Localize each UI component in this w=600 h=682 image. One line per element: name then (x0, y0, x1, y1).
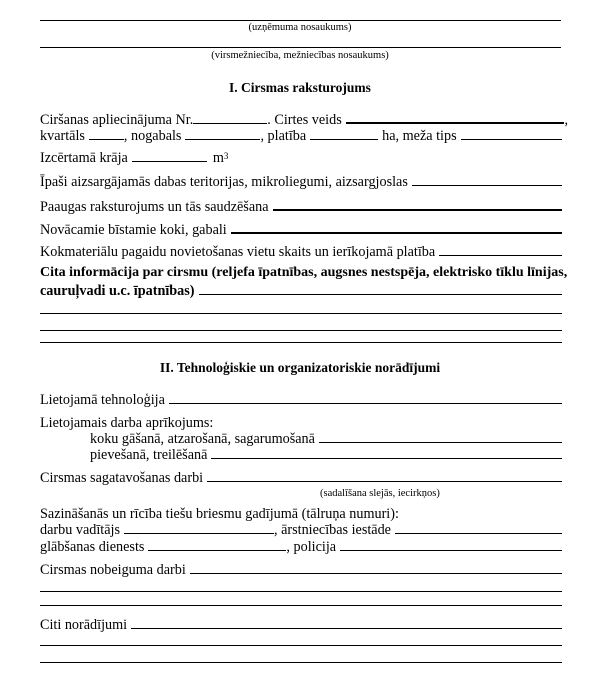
other-info-line-3[interactable] (40, 330, 562, 331)
other-info-field[interactable] (199, 282, 562, 295)
preparation-caption: (sadalīšana slejās, iecirkņos) (320, 488, 440, 499)
other-instructions-line-3[interactable] (40, 662, 562, 663)
undergrowth-label: Paaugas raksturojums un tās saudzēšana (40, 199, 269, 215)
cutting-type-label: . Cirtes veids (267, 112, 342, 128)
quarter-label: kvartāls (40, 128, 85, 144)
other-instructions-label: Citi norādījumi (40, 617, 128, 633)
preparation-label: Cirsmas sagatavošanas darbi (40, 470, 204, 486)
undergrowth-field[interactable] (273, 197, 562, 211)
enterprise-caption: (uzņēmuma nosaukums) (248, 22, 352, 33)
felling-label: koku gāšanā, atzarošanā, sagarumošanā (90, 431, 315, 447)
preparation-row (40, 469, 562, 487)
forestry-caption: (virsmežniecība, mežniecības nosaukums) (211, 50, 389, 61)
volume-label: Izcērtamā krāja (40, 150, 128, 166)
area-field[interactable] (310, 127, 378, 140)
other-info-label-2: cauruļvadi u.c. īpatnības) (40, 283, 195, 299)
volume-unit: m (212, 150, 224, 166)
other-instructions-field[interactable] (131, 616, 562, 629)
protected-label: Īpaši aizsargājamās dabas teritorijas, mikroliegumi, aizsargjoslas (40, 174, 408, 190)
dangerous-trees-row (40, 220, 562, 239)
technology-row (40, 391, 562, 409)
area-label: , platība (260, 128, 307, 144)
police-phone-field[interactable] (340, 538, 562, 551)
medical-label: , ārstniecības iestāde (273, 522, 391, 538)
manager-label: darbu vadītājs (40, 522, 120, 538)
cutting-type-field[interactable] (346, 110, 565, 124)
comma: , (564, 112, 568, 128)
certificate-label: Ciršanas apliecinājuma Nr. (40, 112, 194, 128)
storage-field[interactable] (439, 243, 562, 256)
other-info-label-1: Cita informācija par cirsmu (reljefa īpatnības, augsnes nestspēja, elektrisko tīklu līnijas, (40, 265, 568, 280)
technology-field[interactable] (169, 391, 562, 404)
skidding-row (90, 446, 562, 464)
volume-row (40, 149, 228, 168)
manager-row (40, 521, 562, 539)
rescue-label: glābšanas dienests (40, 539, 145, 555)
section2-title: II. Tehnoloģiskie un organizatoriskie norādījumi (159, 360, 441, 375)
rescue-phone-field[interactable] (148, 538, 286, 551)
completion-line-2[interactable] (40, 591, 562, 592)
felling-field[interactable] (319, 430, 562, 443)
dangerous-trees-label: Novācamie bīstamie koki, gabali (40, 222, 227, 238)
completion-row (40, 561, 562, 579)
other-info-line-4[interactable] (40, 342, 562, 343)
skidding-label: pievešanā, treilēšanā (90, 447, 208, 463)
quarter-field[interactable] (89, 127, 124, 140)
communication-label: Sazināšanās un rīcība tiešu briesmu gadījumā (tālruņa numuri): (40, 506, 399, 522)
rescue-row (40, 538, 562, 556)
other-instructions-row (40, 616, 562, 634)
other-info-row (40, 282, 562, 300)
storage-label: Kokmateriālu pagaidu novietošanas vietu skaits un ierīkojamā platība (40, 244, 436, 260)
compartment-field[interactable] (185, 127, 260, 140)
forest-type-field[interactable] (461, 127, 562, 140)
compartment-label: , nogabals (123, 128, 182, 144)
protected-row (40, 173, 562, 191)
volume-exponent: 3 (223, 151, 229, 161)
certificate-number-field[interactable] (193, 111, 267, 124)
completion-label: Cirsmas nobeiguma darbi (40, 562, 186, 578)
completion-field[interactable] (190, 561, 562, 574)
completion-line-3[interactable] (40, 605, 562, 606)
equipment-label: Lietojamais darba aprīkojums: (40, 415, 214, 431)
preparation-field[interactable] (207, 469, 562, 482)
dangerous-trees-field[interactable] (231, 220, 562, 234)
protected-field[interactable] (412, 173, 562, 186)
manager-phone-field[interactable] (124, 521, 274, 534)
medical-phone-field[interactable] (395, 521, 562, 534)
forestry-name-line[interactable] (40, 47, 561, 48)
enterprise-name-line[interactable] (40, 20, 561, 21)
section1-title: I. Cirsmas raksturojums (229, 80, 371, 95)
police-label: , policija (286, 539, 337, 555)
undergrowth-row (40, 197, 562, 216)
location-row (40, 127, 562, 145)
technology-label: Lietojamā tehnoloģija (40, 392, 165, 408)
other-info-line-2[interactable] (40, 313, 562, 314)
skidding-field[interactable] (211, 446, 562, 459)
ha-forest-type-label: ha, meža tips (382, 128, 457, 144)
storage-row (40, 243, 562, 261)
other-instructions-line-2[interactable] (40, 645, 562, 646)
volume-field[interactable] (132, 149, 207, 162)
